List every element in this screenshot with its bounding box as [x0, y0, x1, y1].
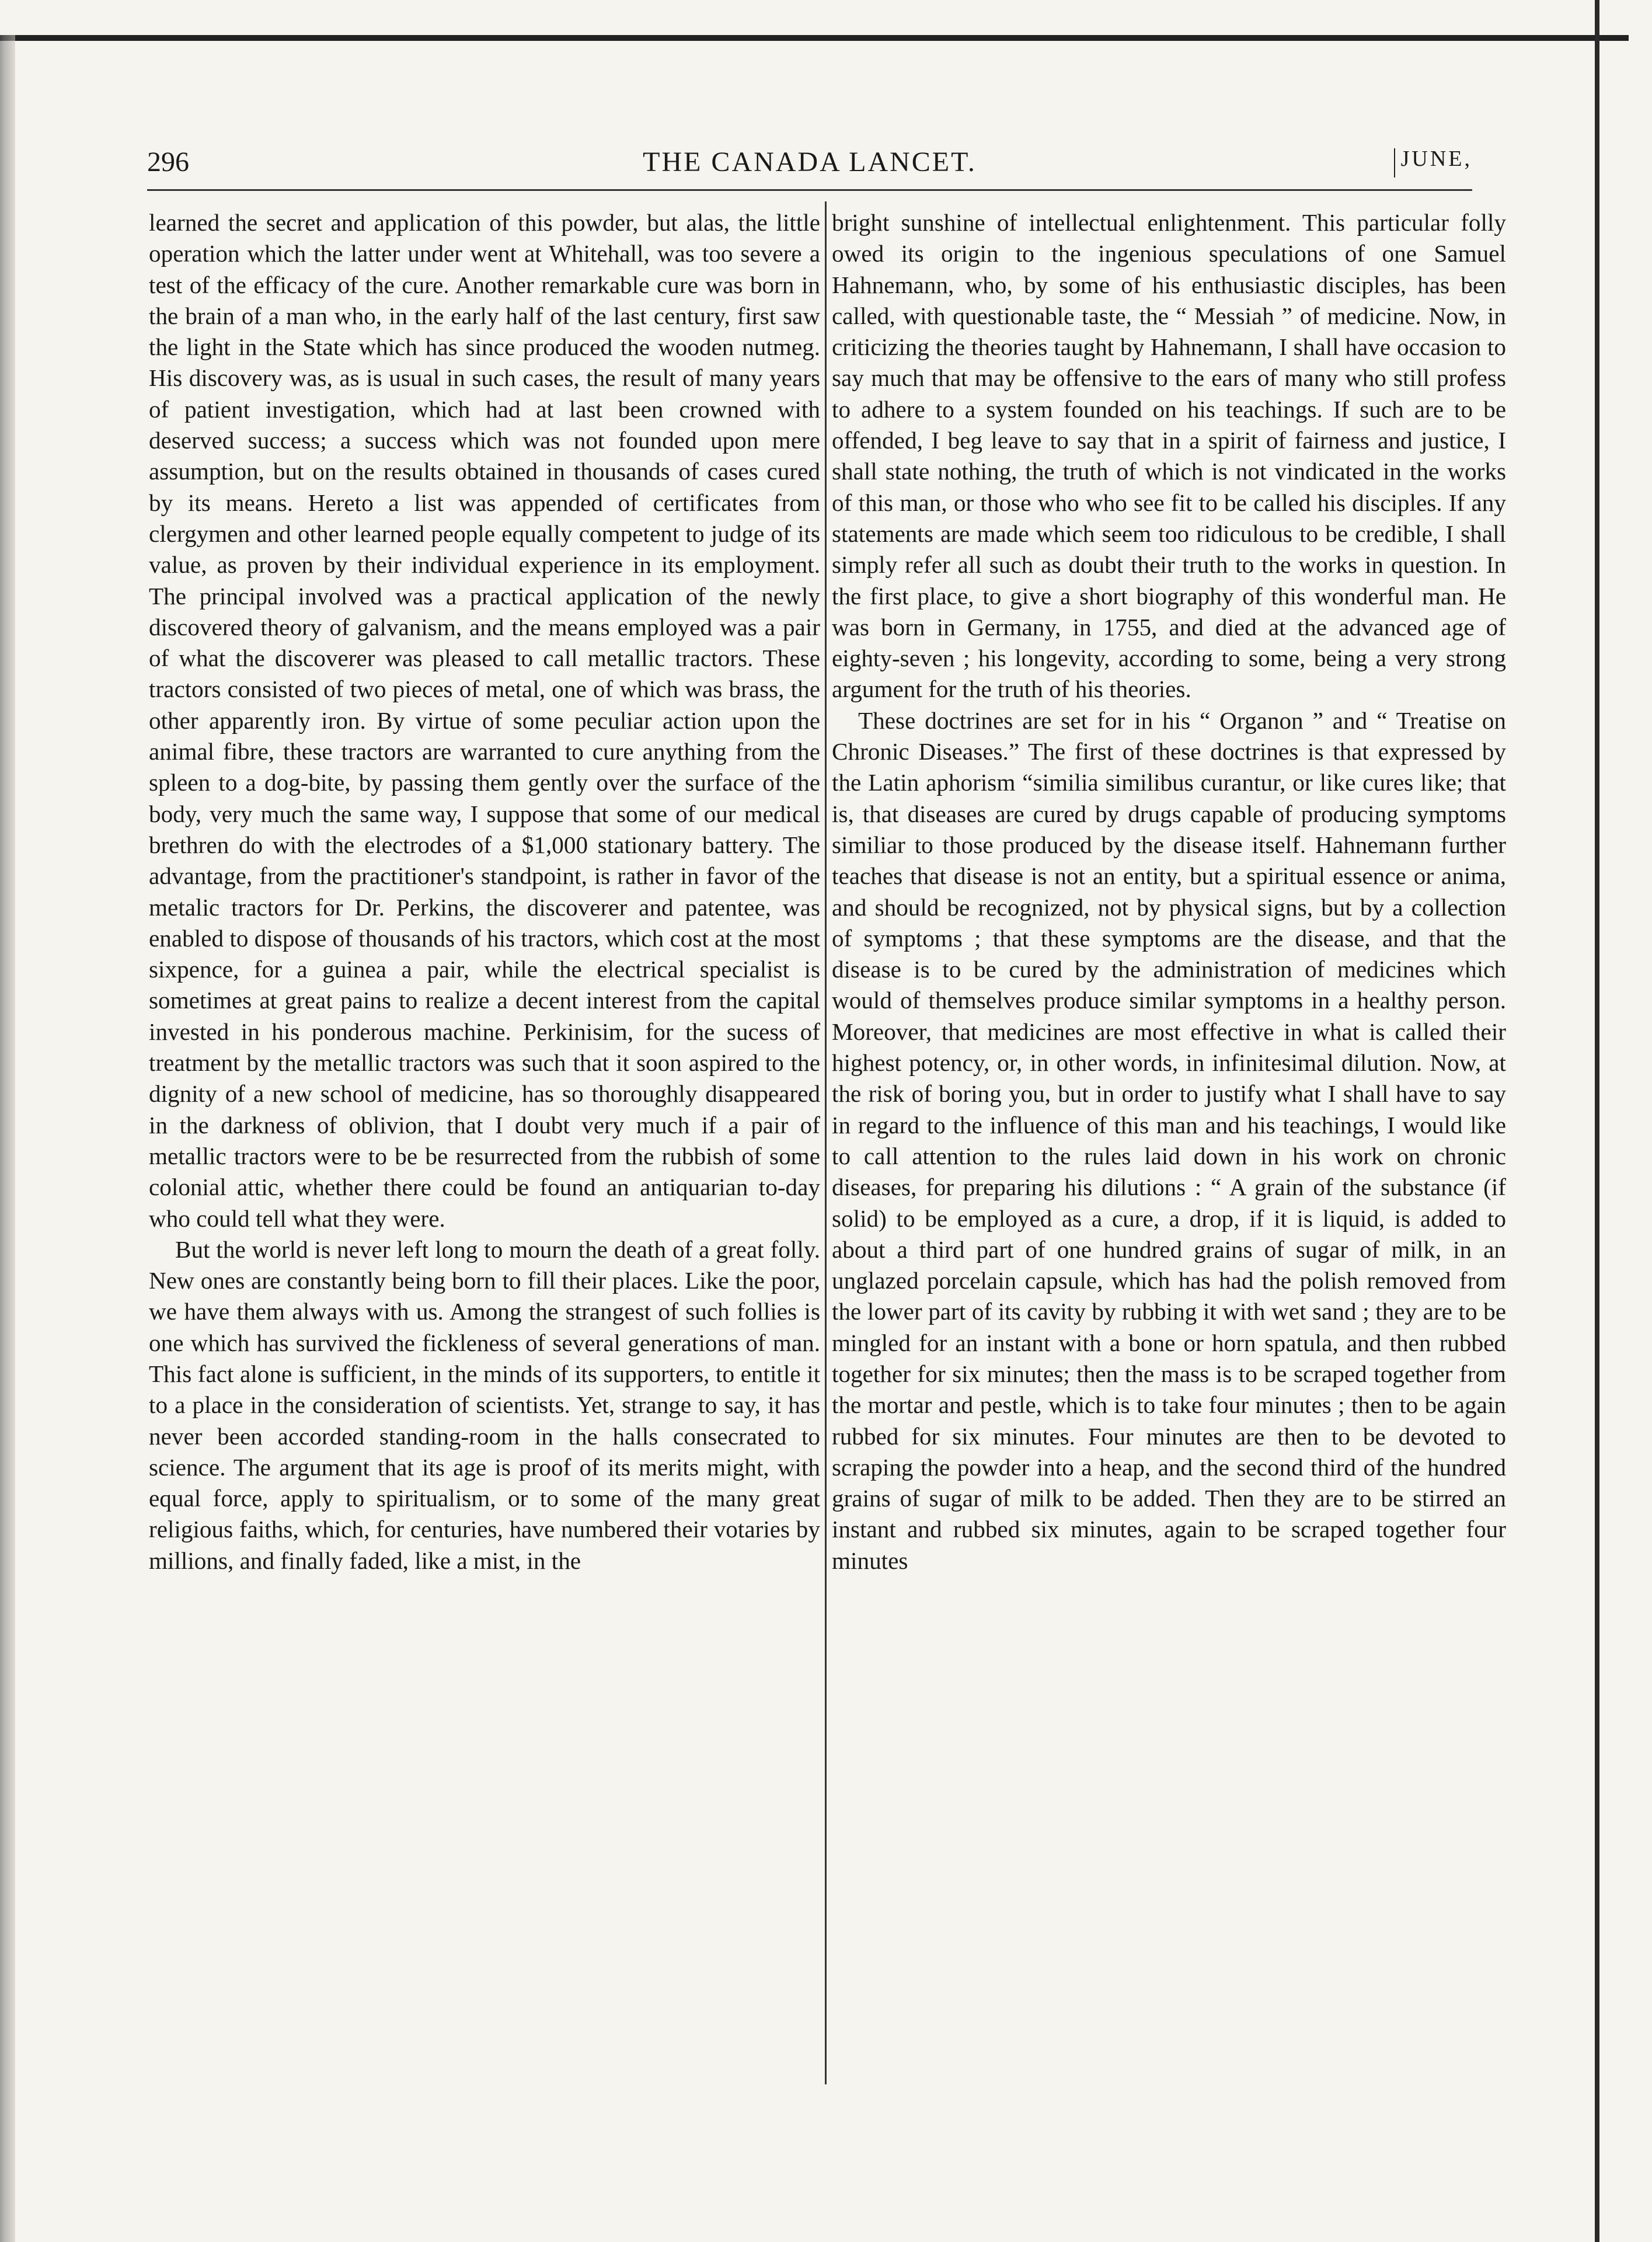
paragraph: These doctrines are set for in his “ Organon ” and “ Treatise on Chronic Diseases.” The first of these doctrines is that expressed by the Latin aphorism “similia similibus curantur, or like cures like; that is, that diseases are cured by drugs capable of producing symptoms similiar to those produced by the disease itself. Hahnemann further teaches that disease is not an entity, but a spiritual essence or anima, and should be recognized, not by physical signs, but by a collection of symptoms ; that these symptoms are the disease, and that the disease is to be cured by the administration of medicines which would of themselves produce similar symptoms in a healthy person. Moreover, that medicines are most effective in what is called their highest potency, or, in other words, in infinitesimal dilution. Now, at the risk of boring you, but in order to justify what I shall have to say in regard to the influence of this man and his teachings, I would like to call attention to the rules laid down in his work on chronic diseases, for preparing his dilutions : “ A grain of the substance (if solid) to be employed as a cure, a drop, if it is liquid, is added to about a third part of one hundred grains of sugar of milk, in an unglazed porcelain capsule, which has had the polish removed from the lower part of its cavity by rubbing it with wet sand ; they are to be mingled for an instant with a bone or horn spatula, and then rubbed together for six minutes; then the mass is to be scraped together from the mortar and pestle, which is to take four minutes ; then to be again rubbed for six minutes. Four minutes are then to be devoted to scraping the powder into a heap, and the second third of the hundred grains of sugar of milk to be added. Then they are to be stirred an instant and rubbed six minutes, again to be scraped together four minutes	[832, 706, 1506, 1574]
paragraph: But the world is never left long to mourn the death of a great folly. New ones are constantly being born to fill their places. Like the poor, we have them always with us. Among the strangest of such follies is one which has survived the fickleness of several generations of man. This fact alone is sufficient, in the minds of its supporters, to entitle it to a place in the consideration of scientists. Yet, strange to say, it has never been accorded standing-room in the halls consecrated to science. The argument that its age is proof of its merits might, with equal force, apply to spiritualism, or to some of the many great religious faiths, which, for centuries, have numbered their votaries by millions, and finally faded, like a mist, in the	[149, 1235, 820, 1574]
scan-edge-top	[0, 35, 1629, 41]
left-column	[149, 207, 820, 2105]
right-column	[832, 207, 1506, 2105]
issue-month: JUNE,	[1400, 147, 1472, 171]
journal-title: THE CANADA LANCET.	[643, 147, 977, 177]
header-rule	[147, 189, 1472, 191]
page-header	[147, 146, 1472, 193]
scan-edge-left	[0, 35, 15, 2242]
page-number: 296	[147, 147, 189, 177]
paragraph: learned the secret and application of this powder, but alas, the little operation which the latter under went at Whitehall, was too severe a test of the efficacy of the cure. Another remarkable cure was born in the brain of a man who, in the early half of the last century, first saw the light in the State which has since produced the wooden nutmeg. His discovery was, as is usual in such cases, the result of many years of patient investigation, which had at last been crowned with deserved success; a success which was not founded upon mere assumption, but on the results obtained in thousands of cases cured by its means. Hereto a list was appended of certificates from clergymen and other learned people equally competent to judge of its value, as proven by their individual experience in its employment. The principal involved was a practical application of the newly discovered theory of galvanism, and the means employed was a pair of what the discoverer was pleased to call metallic tractors. These tractors consisted of two pieces of metal, one of which was brass, the other apparently iron. By virtue of some peculiar action upon the animal fibre, these tractors are warranted to cure anything from the spleen to a dog-bite, by passing them gently over the surface of the body, very much the same way, I suppose that some of our medical brethren do with the electrodes of a $1,000 stationary battery. The advantage, from the practitioner's standpoint, is rather in favor of the metalic tractors for Dr. Perkins, the discoverer and patentee, was enabled to dispose of thousands of his tractors, which cost at the most sixpence, for a guinea a pair, while the electrical specialist is sometimes at great pains to realize a decent interest from the capital invested in his ponderous machine. Perkinisim, for the sucess of treatment by the metallic tractors was such that it soon aspired to the dignity of a new school of medicine, has so thoroughly disappeared in the darkness of oblivion, that I doubt very much if a pair of metallic tractors were to be be resurrected from the rubbish of some colonial attic, whether there could be found an antiquarian to-day who could tell what they were.	[149, 209, 820, 1232]
paragraph: bright sunshine of intellectual enlightenment. This particular folly owed its origin to the ingenious speculations of one Samuel Hahnemann, who, by some of his enthusiastic disciples, has been called, with questionable taste, the “ Messiah ” of medicine. Now, in criticizing the theories taught by Hahnemann, I shall have occasion to say much that may be offensive to the ears of many who still profess to adhere to a system founded on his teachings. If such are to be offended, I beg leave to say that in a spirit of fairness and justice, I shall state nothing, the truth of which is not vindicated in the works of this man, or those who who see fit to be called his disciples. If any statements are made which seem too ridiculous to be credible, I shall simply refer all such as doubt their truth to the works in question. In the first place, to give a short biography of this wonderful man. He was born in Germany, in 1755, and died at the advanced age of eighty-seven ; his longevity, according to some, being a very strong argument for the truth of his theories.	[832, 209, 1506, 703]
scan-edge-right	[1595, 0, 1599, 2242]
column-divider	[825, 201, 827, 2084]
